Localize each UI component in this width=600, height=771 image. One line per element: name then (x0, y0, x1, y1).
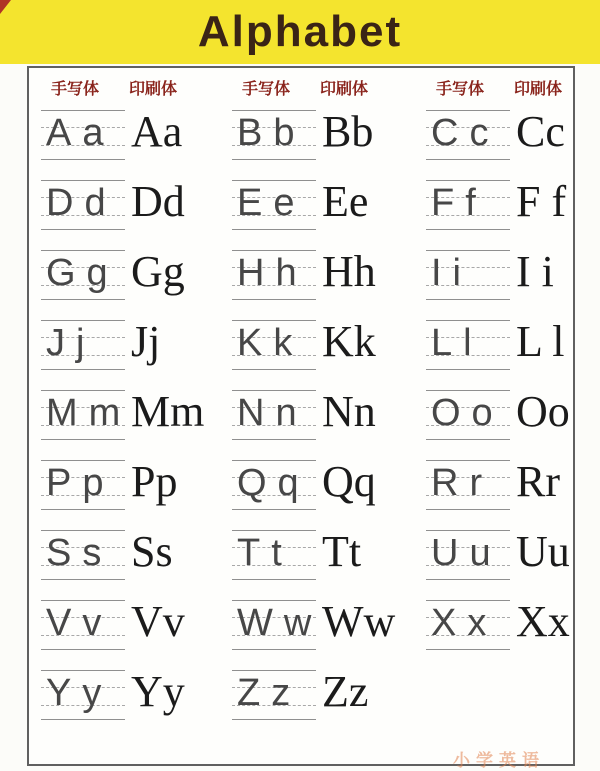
letter-row (41, 387, 571, 457)
guide-line-bottom (232, 719, 316, 720)
page-title: Alphabet (197, 7, 403, 56)
letter-row (41, 247, 571, 317)
guide-line-bottom (426, 649, 510, 650)
handwriting-guides (41, 390, 132, 440)
printed-letters: Mm (131, 387, 205, 436)
letter-cell (41, 597, 232, 667)
handwriting-guides (426, 600, 510, 650)
letter-row (41, 317, 571, 387)
guide-line-bottom (232, 579, 316, 580)
letter-rows (41, 107, 571, 737)
letter-cell (41, 457, 232, 527)
printed-letters: Tt (322, 527, 362, 576)
letter-cell (232, 387, 426, 457)
guide-line-bottom (232, 509, 316, 510)
letter-cell (232, 597, 426, 667)
printed-letters: Pp (131, 457, 178, 506)
handwriting-guides (426, 110, 510, 160)
handwritten-letters: Mm (46, 392, 132, 434)
printed-style-label: 印刷体 (129, 81, 178, 98)
printed-letters: Uu (516, 527, 570, 576)
printed-letters: Ss (131, 527, 173, 576)
guide-line-bottom (41, 719, 125, 720)
printed-letters: Gg (131, 247, 185, 296)
handwriting-guides (232, 180, 316, 230)
printed-letters: Jj (131, 317, 161, 366)
handwritten-letters: Aa (46, 112, 115, 154)
letter-row (41, 107, 571, 177)
handwritten-letters: Dd (46, 182, 117, 224)
letter-cell (426, 107, 571, 177)
printed-letters: Cc (516, 107, 565, 156)
guide-line-bottom (426, 579, 510, 580)
handwriting-guides (232, 320, 316, 370)
letter-cell (41, 317, 232, 387)
handwritten-letters: Pp (46, 462, 115, 504)
handwritten-style-label: 手写体 (242, 81, 291, 98)
handwriting-guides (232, 250, 316, 300)
scan-corner-artifact (0, 0, 11, 14)
column-group-header-1 (41, 76, 232, 99)
handwritten-letters: Uu (431, 532, 502, 574)
handwriting-guides (41, 670, 125, 720)
guide-line-bottom (41, 229, 125, 230)
printed-letters: Ww (322, 597, 396, 646)
letter-cell (426, 247, 571, 317)
letter-cell (41, 247, 232, 317)
title-banner (0, 0, 600, 64)
printed-letters: Rr (516, 457, 560, 506)
handwritten-letters: Ww (237, 602, 323, 644)
handwritten-style-label: 手写体 (436, 81, 485, 98)
handwriting-guides (232, 670, 316, 720)
printed-letters: Hh (322, 247, 376, 296)
printed-letters: L l (516, 317, 565, 366)
guide-line-bottom (232, 229, 316, 230)
handwriting-guides (232, 390, 316, 440)
handwriting-guides (426, 180, 510, 230)
handwritten-letters: Xx (431, 602, 498, 644)
handwriting-guides (41, 460, 125, 510)
handwriting-guides (426, 320, 510, 370)
letter-cell (426, 177, 571, 247)
guide-line-bottom (232, 439, 316, 440)
letter-cell (426, 527, 571, 597)
letter-cell (232, 177, 426, 247)
guide-line-bottom (41, 369, 125, 370)
guide-line-bottom (41, 509, 125, 510)
printed-letters: Oo (516, 387, 570, 436)
handwriting-guides (426, 250, 510, 300)
guide-line-bottom (232, 159, 316, 160)
column-header-row (41, 76, 571, 99)
printed-letters: Kk (322, 317, 376, 366)
handwriting-guides (426, 390, 510, 440)
letter-cell (41, 527, 232, 597)
guide-line-bottom (41, 579, 125, 580)
letter-cell (232, 457, 426, 527)
handwritten-letters: Ii (431, 252, 472, 294)
letter-cell (426, 317, 571, 387)
letter-cell (232, 247, 426, 317)
handwriting-guides (426, 460, 510, 510)
handwritten-letters: Rr (431, 462, 494, 504)
printed-letters: F f (516, 177, 567, 226)
guide-line-bottom (232, 299, 316, 300)
letter-row (41, 527, 571, 597)
letter-cell (426, 597, 571, 667)
handwriting-guides (232, 530, 316, 580)
printed-letters: Bb (322, 107, 374, 156)
handwritten-letters: Kk (237, 322, 304, 364)
letter-row (41, 597, 571, 667)
handwritten-letters: Gg (46, 252, 119, 294)
alphabet-panel (27, 66, 575, 770)
handwriting-guides (41, 250, 125, 300)
handwritten-letters: Yy (46, 672, 113, 714)
guide-line-bottom (426, 159, 510, 160)
handwritten-letters: Jj (46, 322, 96, 364)
guide-line-bottom (41, 439, 125, 440)
handwriting-guides (41, 110, 125, 160)
guide-line-bottom (426, 229, 510, 230)
handwriting-guides (232, 110, 316, 160)
handwritten-letters: Cc (431, 112, 500, 154)
handwriting-guides (232, 600, 323, 650)
guide-line-bottom (41, 649, 125, 650)
handwriting-guides (41, 180, 125, 230)
handwritten-letters: Nn (237, 392, 308, 434)
handwritten-letters: Ff (431, 182, 487, 224)
handwriting-guides (41, 320, 125, 370)
handwritten-letters: Ee (237, 182, 306, 224)
handwritten-letters: Ss (46, 532, 113, 574)
printed-letters: Vv (131, 597, 185, 646)
letter-row (41, 667, 571, 737)
printed-letters: Nn (322, 387, 376, 436)
letter-cell (232, 317, 426, 387)
printed-letters: Qq (322, 457, 376, 506)
printed-letters: Dd (131, 177, 185, 226)
printed-style-label: 印刷体 (514, 81, 563, 98)
guide-line-bottom (232, 369, 316, 370)
handwritten-letters: Ll (431, 322, 483, 364)
handwritten-letters: Bb (237, 112, 306, 154)
handwritten-letters: Oo (431, 392, 504, 434)
letter-cell (41, 107, 232, 177)
letter-cell (232, 107, 426, 177)
letter-cell (426, 667, 571, 737)
column-group-header-3 (426, 76, 571, 99)
letter-cell (232, 527, 426, 597)
printed-letters: Xx (516, 597, 570, 646)
handwriting-guides (426, 530, 510, 580)
printed-letters: Yy (131, 667, 185, 716)
handwritten-letters: Vv (46, 602, 113, 644)
guide-line-bottom (426, 439, 510, 440)
printed-style-label: 印刷体 (320, 81, 369, 98)
printed-letters: I i (516, 247, 554, 296)
printed-letters: Zz (322, 667, 369, 716)
printed-letters: Ee (322, 177, 369, 226)
guide-line-bottom (41, 299, 125, 300)
letter-cell (41, 177, 232, 247)
letter-row (41, 457, 571, 527)
letter-cell (426, 457, 571, 527)
printed-letters: Aa (131, 107, 183, 156)
handwriting-guides (232, 460, 316, 510)
handwritten-style-label: 手写体 (51, 81, 100, 98)
guide-line-bottom (426, 369, 510, 370)
guide-line-bottom (232, 649, 316, 650)
column-group-header-2 (232, 76, 426, 99)
watermark: 小学英语 (453, 751, 545, 770)
letter-row (41, 177, 571, 247)
handwritten-letters: Qq (237, 462, 310, 504)
handwritten-letters: Zz (237, 672, 302, 714)
letter-cell (232, 667, 426, 737)
handwritten-letters: Tt (237, 532, 293, 574)
letter-cell (426, 387, 571, 457)
handwritten-letters: Hh (237, 252, 308, 294)
guide-line-bottom (426, 509, 510, 510)
handwriting-guides (41, 600, 125, 650)
guide-line-bottom (41, 159, 125, 160)
letter-cell (41, 387, 232, 457)
letter-cell (41, 667, 232, 737)
guide-line-bottom (426, 299, 510, 300)
handwriting-guides (41, 530, 125, 580)
